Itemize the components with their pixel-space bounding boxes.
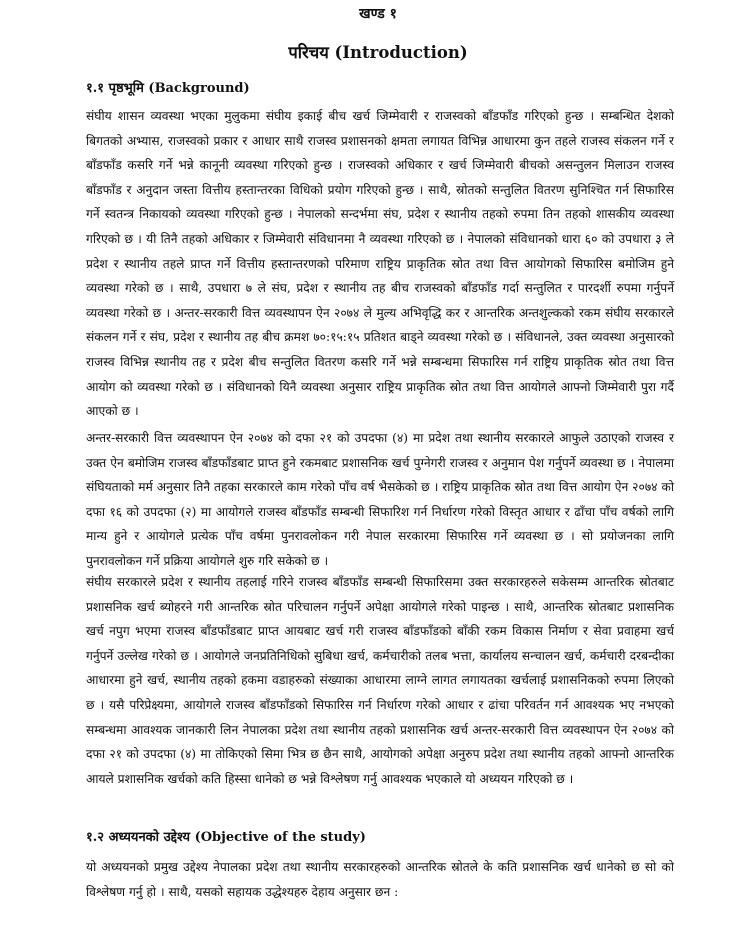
paragraph: संघीय सरकारले प्रदेश र स्थानीय तहलाई गरिने राजस्व बाँडफाँड सम्बन्धी सिफारिसमा उक्त सरकारहरुले सकेसम्म आन्तरिक स्रोतबाट प्रशासनिक खर्च ब्योहरने गरी आन्तरिक स्रोत परिचालन गर्नुपर्ने अपेक्षा आयोगले गरेको पाइन्छ । साथै, आन्तरिक स्रोतबाट प्रशासनिक खर्च नपुग भएमा राजस्व बाँडफाँडबाट प्राप्त आयबाट खर्च गरी राजस्व बाँडफाँडको बाँकी रकम विकास निर्माण र सेवा प्रवाहमा खर्च गर्नुपर्ने उल्लेख गरेको छ । आयोगले जनप्रतिनिधिको सुबिधा खर्च, कर्मचारीको तलब भत्ता, कार्यालय सन्चालन खर्च, कर्मचारी दरबन्दीका आधारमा हुने खर्च, स्थानीय तहको हकमा वडाहरुको संख्याका आधारमा लाग्ने लागत लगायतका खर्चलाई प्रशासनिकको रुपमा लिएको छ । यसै परिप्रेक्ष्यमा, आयोगले राजस्व बाँडफाँडको सिफारिस गर्न निर्धारण गरेको आधार र ढांचा परिवर्तन गर्न आवश्यक भए नभएको सम्बन्धमा आवश्यक जानकारी लिन नेपालका प्रदेश तथा स्थानीय तहको प्रशासनिक खर्च अन्तर-सरकारी वित्त व्यवस्थापन ऐन २०७४ को दफा २१ को उपदफा (४) मा तोकिएको सिमा भित्र छ छैन साथै, आयोगको अपेक्षा अनुरुप प्रदेश तथा स्थानीय तहको आफ्नो आन्तरिक आयले प्रशासनिक खर्चको कति हिस्सा धानेको छ भन्ने विश्लेषण गर्नु आवश्यक भएकाले यो अध्ययन गरिएको छ । (86, 575, 674, 786)
section-heading-objective: १.२ अध्ययनको उद्देश्य (Objective of the study) (86, 830, 366, 845)
chapter-label: खण्ड १ (359, 6, 397, 22)
paragraph: अन्तर-सरकारी वित्त व्यवस्थापन ऐन २०७४ को दफा २१ को उपदफा (४) मा प्रदेश तथा स्थानीय सरकारले आफुले उठाएको राजस्व र उक्त ऐन बमोजिम राजस्व बाँडफाँडबाट प्राप्त हुने रकमबाट प्रशासनिक खर्च पुग्नेगरी राजस्व र अनुमान पेश गर्नुपर्ने व्यवस्था छ । नेपालमा संघियताको मर्म अनुसार तिनै तहका सरकारले काम गरेको पाँच वर्ष भैसकेको छ । राष्ट्रिय प्राकृतिक स्रोत तथा वित्त आयोग ऐन २०७४ को दफा १६ को उपदफा (२) मा आयोगले राजस्व बाँडफाँड सम्बन्धी सिफारिश गर्न निर्धारण गरेको विस्तृत आधार र ढाँचा पाँच वर्षको लागि मान्य हुने र आयोगले प्रत्येक पाँच वर्षमा पुनरावलोकन गरी नेपाल सरकारमा सिफारिस गर्ने व्यवस्था छ । सो प्रयोजनका लागि पुनरावलोकन गर्ने प्रक्रिया आयोगले शुरु गरि सकेको छ । (86, 431, 674, 568)
paragraph: संघीय शासन व्यवस्था भएका मुलुकमा संघीय इकाई बीच खर्च जिम्मेवारी र राजस्वको बाँडफाँड गरिएको हुन्छ । सम्बन्धित देशको बिगतको अभ्यास, राजस्वको प्रकार र आधार साथै राजस्व प्रशासनको क्षमता लगायत विभिन्न आधारमा कुन तहले राजस्व संकलन गर्ने र बाँडफाँड कसरि गर्ने भन्ने कानूनी व्यवस्था गरिएको हुन्छ । राजस्वको अधिकार र खर्च जिम्मेवारी बीचको असन्तुलन मिलाउन राजस्व बाँडफाँड र अनुदान जस्ता वित्तीय हस्तान्तरका विधिको प्रयोग गरिएको हुन्छ । साथै, स्रोतको सन्तुलित वितरण सुनिश्चित गर्न सिफारिस गर्ने स्वतन्त्र निकायको व्यवस्था गरिएको हुन्छ । नेपालको सन्दर्भमा संघ, प्रदेश र स्थानीय तहको रुपमा तिन तहको शासकीय व्यवस्था गरिएको छ । यी तिनै तहको अधिकार र जिम्मेवारी संविधानमा नै व्यवस्था गरिएको छ । नेपालको संविधानको धारा ६० को उपधारा ३ ले प्रदेश र स्थानीय तहले प्राप्त गर्ने वित्तीय हस्तान्तरणको परिमाण राष्ट्रिय प्राकृतिक स्रोत तथा वित्त आयोगको सिफारिस बमोजिम हुने व्यवस्था गरेको छ । साथै, उपधारा ७ ले संघ, प्रदेश र स्थानीय तह बीच राजस्वको बाँडफाँड गर्दा सन्तुलित र पारदर्शी रुपमा गर्नुपर्ने व्यवस्था गरेको छ । अन्तर-सरकारी वित्त व्यवस्थापन ऐन २०७४ ले मुल्य अभिवृद्धि कर र आन्तरिक अन्तशुल्कको रकम संघीय सरकारले संकलन गर्ने र संघ, प्रदेश र स्थानीय तह बीच क्रमश ७०:१५:१५ प्रतिशत बाड्ने व्यवस्था गरेको छ । संविधानले, उक्त व्यवस्था अनुसारको राजस्व विभिन्न स्थानीय तह र प्रदेश बीच सन्तुलित वितरण कसरि गर्ने भन्ने सम्बन्धमा सिफारिस गर्न राष्ट्रिय प्राकृतिक स्रोत तथा वित्त आयोग को व्यवस्था गरेको छ । संविधानको यिनै व्यवस्था अनुसार राष्ट्रिय प्राकृतिक स्रोत तथा वित्त आयोगले आफ्नो जिम्मेवारी पुरा गर्दै आएको छ । (86, 109, 674, 419)
paragraph: यो अध्ययनको प्रमुख उद्देश्य नेपालका प्रदेश तथा स्थानीय सरकारहरुको आन्तरिक स्रोतले के कति प्रशासनिक खर्च धानेको छ सो को विश्लेषण गर्नु हो । साथै, यसको सहायक उद्धेश्यहरु देहाय अनुसार छन : (86, 860, 674, 899)
section-heading-background: १.१ पृष्ठभूमि (Background) (86, 81, 250, 96)
page-title: परिचय (Introduction) (288, 43, 468, 62)
